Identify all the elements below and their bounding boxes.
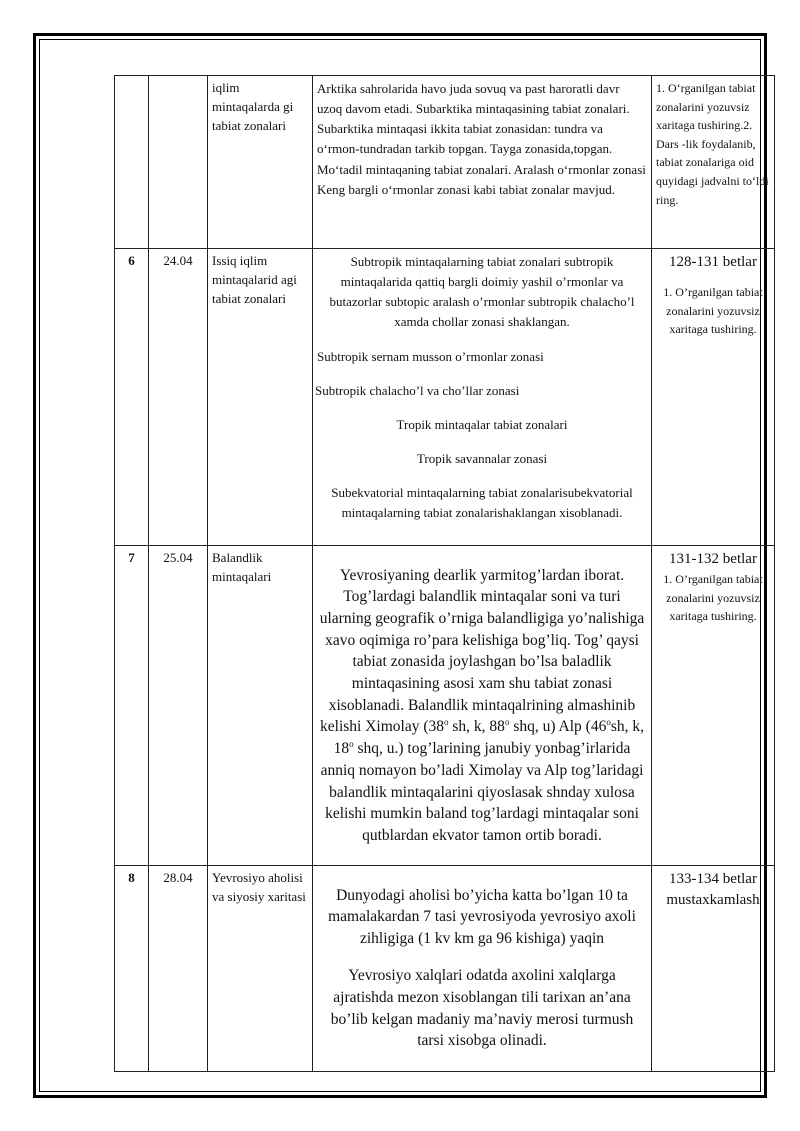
row-date-cell: 28.04 <box>149 866 208 1071</box>
table-row <box>115 249 775 546</box>
content-paragraph: Subtropik mintaqalarning tabiat zonalari subtropik mintaqalarida qattiq bargli doimiy yashil o’rmonlar va butazorlar subtopic aralash o’rmonlar subtropik chalacho’l xamda chollar zonasi shaklangan. <box>329 254 635 330</box>
homework-text: 1. O’rganilgan tabiat zonalarini yozuvsiz xaritaga tushiring. <box>663 572 763 624</box>
row-content-cell <box>313 546 652 866</box>
content-paragraph: Arktika sahrolarida havo juda sovuq va past haroratli davr uzoq davom etadi. Subarktika mintaqasining tabiat zonalari. Subarktika mintaqasi ikkita tabiat zonasidan: tundra va o‘rmon-tundradan tarkib topgan. Tayga zonasida,topgan. Mo‘tadil mintaqaning tabiat zonalari. Aralash o‘rmonlar zonasi Keng bargli o‘rmonlar zonasi kabi tabiat zonalar mavjud. <box>317 81 646 197</box>
content-text: sh, k, 88 <box>448 718 505 736</box>
row-number-cell: 7 <box>115 546 149 866</box>
row-homework-cell <box>652 76 775 249</box>
row-content-cell <box>313 76 652 249</box>
content-paragraph: Subtropik sernam musson o’rmonlar zonasi <box>317 348 544 364</box>
table-row <box>115 76 775 249</box>
row-date-cell: 25.04 <box>149 546 208 866</box>
homework-pages: 131-132 betlar <box>669 551 757 567</box>
homework-text: 1. O’rganilgan tabiat zonalarini yozuvsiz xaritaga tushiring. <box>663 285 763 337</box>
row-topic-cell: Issiq iqlim mintaqalarid agi tabiat zonalari <box>208 249 313 546</box>
degree-mark: o <box>606 717 611 728</box>
row-homework-cell <box>652 546 775 866</box>
content-paragraph: Subtropik chalacho’l va cho’llar zonasi <box>315 382 520 398</box>
table-row <box>115 866 775 1071</box>
degree-mark: o <box>444 717 449 728</box>
row-topic-cell: iqlim mintaqalarda gi tabiat zonalari <box>208 76 313 249</box>
content-text: Yevrosiyaning dearlik yarmitog’lardan iborat. Tog’lardagi balandlik mintaqalar soni va turi ularning geografik o’rniga balandligiga yo’nalishiga xavo oqimiga ro’para kelishiga bog’liq. Tog’ qaysi tabiat zonasida joylashgan bo’lsa baladlik mintaqasining asosi xam shu tabiat zonasi xisoblanadi. Balandlik mintaqalrining almashinib kelishi Ximolay (38 <box>319 566 645 736</box>
content-text: shq, u.) tog’larining janubiy yonbag’irlarida anniq nomayon bo’ladi Ximolay va Alp tog’laridagi balandlik mintaqalarini qiyoslasak shnday xulosa kelishi mumkin baland tog’lardagi mintaqalar soni qutblardan ekvator tamon ortib boradi. <box>320 740 644 845</box>
content-paragraph: Subekvatorial mintaqalarning tabiat zonalarisubekvatorial mintaqalarning tabiat zonalarishaklangan xisoblanadi. <box>331 485 633 521</box>
content-paragraph: Yevrosiyo xalqlari odatda axolini xalqlarga ajratishda mezon xisoblangan tili tarixan an’ana bo’lib kelgan madaniy ma’naviy merosi turmush tarsi xisobga olinadi. <box>330 967 634 1050</box>
homework-pages: 133-134 betlar mustaxkamlash <box>666 871 760 909</box>
content-paragraph: Tropik savannalar zonasi <box>416 450 548 466</box>
row-number-cell: 8 <box>115 866 149 1071</box>
row-number-cell: 6 <box>115 249 149 546</box>
homework-text: 1. O‘rganilgan tabiat zonalarini yozuvsiz xaritaga tushiring.2. Dars -lik foydalanib, tabiat zonalariga oid quyidagi jadvalni to‘ldi ring. <box>656 81 769 207</box>
degree-mark: o <box>504 717 510 728</box>
degree-mark: o <box>349 739 354 750</box>
content-paragraph: Tropik mintaqalar tabiat zonalari <box>396 416 568 432</box>
content-text: shq, u) Alp (46 <box>509 718 607 736</box>
row-date-cell <box>149 76 208 249</box>
row-topic-cell: Yevrosiyo aholisi va siyosiy xaritasi <box>208 866 313 1071</box>
row-content-cell <box>313 249 652 546</box>
row-topic-cell: Balandlik mintaqalari <box>208 546 313 866</box>
lesson-plan-table <box>114 75 775 1072</box>
content-text: sh, k, 18 <box>333 718 644 758</box>
row-date-cell: 24.04 <box>149 249 208 546</box>
homework-pages: 128-131 betlar <box>669 254 757 270</box>
row-content-cell <box>313 866 652 1071</box>
table-row <box>115 546 775 866</box>
row-homework-cell <box>652 249 775 546</box>
row-number-cell <box>115 76 149 249</box>
row-homework-cell <box>652 866 775 1071</box>
content-paragraph <box>317 565 647 847</box>
content-paragraph: Dunyodagi aholisi bo’yicha katta bo’lgan 10 ta mamalakardan 7 tasi yevrosiyoda yevrosiyo axoli zihligiga (1 kv km ga 96 kishiga) yaqin <box>328 886 636 948</box>
